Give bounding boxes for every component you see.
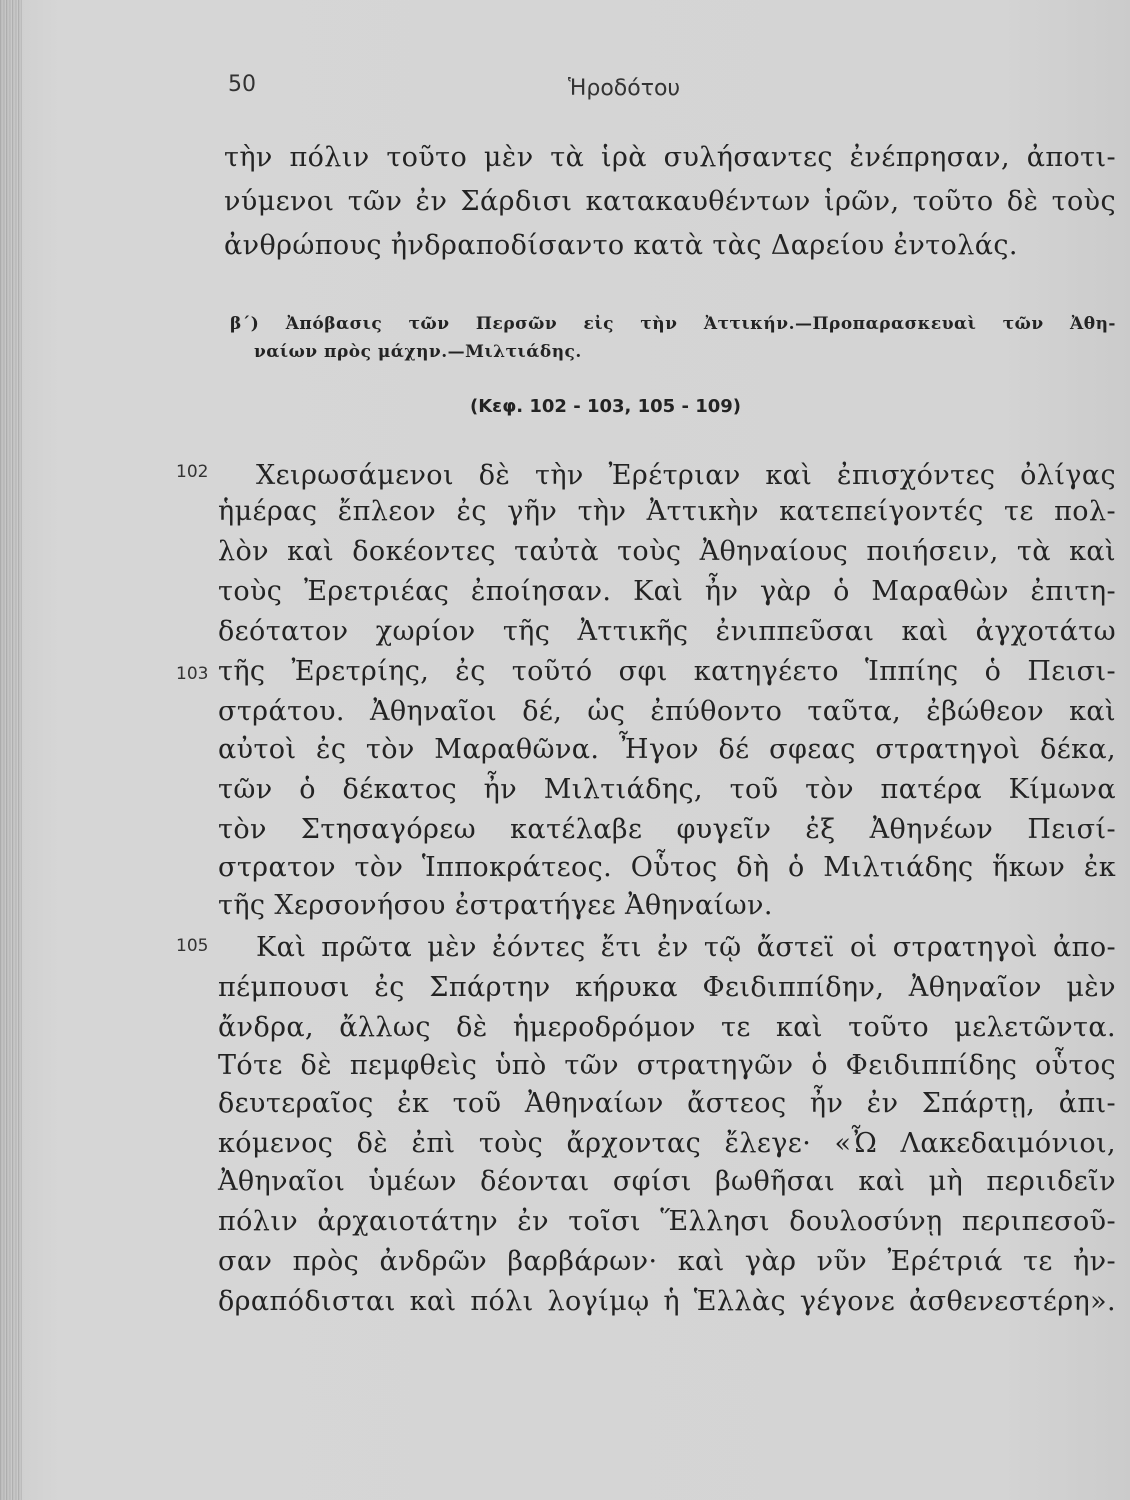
body-line: Καὶ πρῶτα μὲν ἐόντες ἔτι ἐν τῷ ἄστεϊ οἱ στρατηγοὶ ἀπο- xyxy=(256,932,1116,963)
body-line: κόμενος δὲ ἐπὶ τοὺς ἄρχοντας ἔλεγε· «Ὦ Λακεδαιμόνιοι, xyxy=(218,1128,1116,1159)
body-line: σαν πρὸς ἀνδρῶν βαρβάρων· καὶ γὰρ νῦν Ἐρέτριά τε ἠν- xyxy=(218,1246,1116,1277)
intro-line: νύμενοι τῶν ἐν Σάρδισι κατακαυθέντων ἱρῶν, τοῦτο δὲ τοὺς xyxy=(224,186,1116,217)
body-line: Τότε δὲ πεμφθεὶς ὑπὸ τῶν στρατηγῶν ὁ Φειδιππίδης οὗτος xyxy=(218,1050,1116,1081)
body-line: τῆς Χερσονήσου ἐστρατήγεε Ἀθηναίων. xyxy=(218,890,773,921)
body-line: δευτεραῖος ἐκ τοῦ Ἀθηναίων ἄστεος ἦν ἐν Σπάρτῃ, ἀπι- xyxy=(218,1088,1116,1119)
body-line: αὐτοὶ ἐς τὸν Μαραθῶνα. Ἦγον δέ σφεας στρατηγοὶ δέκα, xyxy=(218,734,1116,765)
chapter-reference: (Κεφ. 102 - 103, 105 - 109) xyxy=(470,396,742,417)
body-line: τῶν ὁ δέκατος ἦν Μιλτιάδης, τοῦ τὸν πατέρα Κίμωνα xyxy=(218,774,1116,805)
body-line: τοὺς Ἐρετριέας ἐποίησαν. Καὶ ἦν γὰρ ὁ Μαραθὼν ἐπιτη- xyxy=(218,576,1116,607)
body-line: στράτου. Ἀθηναῖοι δέ, ὡς ἐπύθοντο ταῦτα, ἐβώθεον καὶ xyxy=(218,696,1116,727)
body-line: πέμπουσι ἐς Σπάρτην κήρυκα Φειδιππίδην, Ἀθηναῖον μὲν xyxy=(218,972,1116,1003)
book-spine-edge xyxy=(0,0,22,1500)
intro-line: τὴν πόλιν τοῦτο μὲν τὰ ἱρὰ συλήσαντες ἐνέπρησαν, ἀποτι- xyxy=(224,142,1116,173)
body-line: Χειρωσάμενοι δὲ τὴν Ἐρέτριαν καὶ ἐπισχόντες ὀλίγας xyxy=(256,460,1116,491)
body-line: πόλιν ἀρχαιοτάτην ἐν τοῖσι Ἕλλησι δουλοσύνῃ περιπεσοῦ- xyxy=(218,1206,1116,1237)
body-line: δεότατον χωρίον τῆς Ἀττικῆς ἐνιππεῦσαι καὶ ἀγχοτάτω xyxy=(218,616,1116,647)
body-line: λὸν καὶ δοκέοντες ταὐτὰ τοὺς Ἀθηναίους ποιήσειν, τὰ καὶ xyxy=(218,536,1116,567)
margin-chapter-number: 105 xyxy=(176,936,209,956)
margin-chapter-number: 102 xyxy=(176,462,209,482)
body-line: τῆς Ἐρετρίης, ἐς τοῦτό σφι κατηγέετο Ἱππίης ὁ Πεισι- xyxy=(218,656,1116,687)
page-number: 50 xyxy=(228,72,256,97)
section-heading-line: ναίων πρὸς μάχην.—Μιλτιάδης. xyxy=(254,342,582,362)
margin-chapter-number: 103 xyxy=(176,664,209,684)
body-line: ἄνδρα, ἄλλως δὲ ἡμεροδρόμον τε καὶ τοῦτο μελετῶντα. xyxy=(218,1012,1116,1043)
body-line: τὸν Στησαγόρεω κατέλαβε φυγεῖν ἐξ Ἀθηνέων Πεισί- xyxy=(218,814,1116,845)
body-line: δραπόδισται καὶ πόλι λογίμῳ ἡ Ἑλλὰς γέγονε ἀσθενεστέρη». xyxy=(218,1286,1116,1317)
body-line: ἡμέρας ἔπλεον ἐς γῆν τὴν Ἀττικὴν κατεπείγοντές τε πολ- xyxy=(218,496,1116,527)
body-line: στρατον τὸν Ἱπποκράτεος. Οὗτος δὴ ὁ Μιλτιάδης ἥκων ἐκ xyxy=(218,852,1116,883)
section-heading-line: β΄) Ἀπόβασις τῶν Περσῶν εἰς τὴν Ἀττικήν.—Προπαρασκευαὶ τῶν Ἀθη- xyxy=(230,314,1116,334)
body-line: Ἀθηναῖοι ὑμέων δέονται σφίσι βωθῆσαι καὶ μὴ περιιδεῖν xyxy=(218,1166,1116,1197)
intro-line: ἀνθρώπους ἠνδραποδίσαντο κατὰ τὰς Δαρείου ἐντολάς. xyxy=(224,230,1018,261)
running-title: Ἡροδότου xyxy=(568,76,681,101)
